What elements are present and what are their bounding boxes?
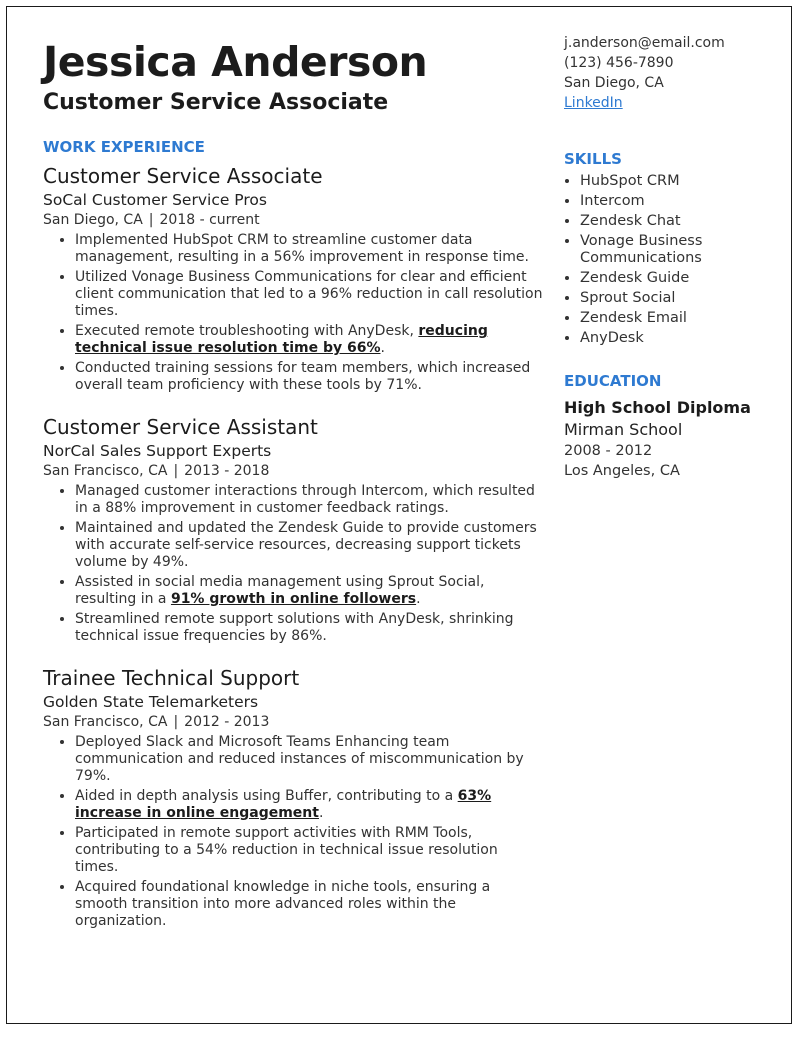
- bullet-item: [75, 825, 543, 876]
- job-dates: 2013 - 2018: [184, 463, 270, 479]
- job-entry: [43, 414, 543, 645]
- skills-list: [564, 173, 774, 347]
- job-meta: [43, 713, 543, 731]
- bullet-text: Acquired foundational knowledge in niche tools, ensuring a smooth transition into more advanced roles within the organization.: [75, 879, 491, 929]
- education-degree: High School Diploma: [564, 398, 751, 417]
- skill-item: • Zendesk Guide: [580, 270, 774, 287]
- skill-item: • HubSpot CRM: [580, 173, 774, 190]
- bullet-text: Participated in remote support activities with RMM Tools, contributing to a 54% reduction in technical issue resolution times.: [75, 825, 498, 875]
- bullet-item: [75, 734, 543, 785]
- bullet-text: Conducted training sessions for team members, which increased overall team proficiency with these tools by 71%.: [75, 360, 531, 393]
- contact-location: San Diego, CA: [564, 75, 664, 91]
- job-title: Customer Service Assistant: [43, 415, 318, 439]
- bullet-item: [75, 611, 543, 645]
- bullet-item: [75, 879, 543, 930]
- contact-linkedin-row: [564, 93, 774, 113]
- bullet-text: Utilized Vonage Business Communications for clear and efficient client communication that led to a 96% reduction in call resolution times.: [75, 269, 543, 319]
- job-location: San Francisco, CA: [43, 714, 168, 730]
- bullet-text: Deployed Slack and Microsoft Teams Enhancing team communication and reduced instances of miscommunication by 79%.: [75, 734, 524, 784]
- bullet-text: Assisted in social media management using Sprout Social, resulting in a: [75, 574, 485, 607]
- bullet-text-end: .: [416, 591, 421, 607]
- bullet-text: Implemented HubSpot CRM to streamline customer data management, resulting in a 56% improvement in response time.: [75, 232, 529, 265]
- candidate-name: Jessica Anderson: [43, 38, 428, 86]
- job-entry: [43, 665, 543, 930]
- skill-item: • Zendesk Email: [580, 310, 774, 327]
- job-meta: [43, 462, 543, 480]
- education-dates: 2008 - 2012: [564, 443, 653, 459]
- education-location: Los Angeles, CA: [564, 463, 680, 479]
- skill-item: • Vonage Business Communications: [580, 233, 774, 267]
- resume-page: [6, 6, 792, 1024]
- job-location: San Francisco, CA: [43, 463, 168, 479]
- job-dates: 2018 - current: [159, 212, 260, 228]
- bullet-text: Aided in depth analysis using Buffer, contributing to a: [75, 788, 458, 804]
- bullet-text: Managed customer interactions through Intercom, which resulted in a 88% improvement in customer feedback ratings.: [75, 483, 535, 516]
- bullet-highlight: reducing technical issue resolution time by 66%: [75, 323, 488, 356]
- bullet-text: Streamlined remote support solutions with AnyDesk, shrinking technical issue frequencies by 86%.: [75, 611, 514, 644]
- contact-phone: (123) 456-7890: [564, 55, 674, 71]
- company-name: SoCal Customer Service Pros: [43, 191, 267, 209]
- skill-item: • Sprout Social: [580, 290, 774, 307]
- job-entry: [43, 163, 543, 394]
- linkedin-link[interactable]: LinkedIn: [564, 95, 623, 111]
- bullet-item: [75, 483, 543, 517]
- skills-heading: SKILLS: [564, 150, 622, 168]
- skill-item: • Intercom: [580, 193, 774, 210]
- job-bullets: [43, 232, 543, 394]
- job-title: Customer Service Associate: [43, 164, 323, 188]
- job-dates: 2012 - 2013: [184, 714, 270, 730]
- bullet-item: [75, 520, 543, 571]
- bullet-item: [75, 574, 543, 608]
- contact-email[interactable]: j.anderson@email.com: [564, 35, 725, 51]
- job-bullets: [43, 734, 543, 930]
- bullet-highlight: 63% increase in online engagement: [75, 788, 492, 821]
- bullet-text-end: .: [380, 340, 385, 356]
- bullet-text: Executed remote troubleshooting with AnyDesk,: [75, 323, 419, 339]
- company-name: NorCal Sales Support Experts: [43, 442, 272, 460]
- bullet-text-end: .: [318, 805, 324, 821]
- sidebar-column: [564, 33, 774, 481]
- work-experience-heading: WORK EXPERIENCE: [43, 138, 205, 156]
- job-meta: [43, 211, 543, 229]
- bullet-item: [75, 788, 543, 822]
- skill-item: • AnyDesk: [580, 330, 774, 347]
- meta-separator: |: [173, 463, 179, 479]
- jobs-list: [43, 163, 543, 930]
- bullet-item: [75, 269, 543, 320]
- bullet-text: Maintained and updated the Zendesk Guide to provide customers with accurate self-service resources, decreasing support tickets volume by 49%.: [75, 520, 537, 570]
- bullet-item: [75, 360, 543, 394]
- job-bullets: [43, 483, 543, 645]
- candidate-title: Customer Service Associate: [43, 90, 389, 115]
- company-name: Golden State Telemarketers: [43, 693, 259, 711]
- skill-item: • Zendesk Chat: [580, 213, 774, 230]
- bullet-item: [75, 323, 543, 357]
- main-column: [43, 37, 543, 933]
- job-title: Trainee Technical Support: [43, 666, 300, 690]
- education-heading: EDUCATION: [564, 372, 662, 390]
- meta-separator: |: [148, 212, 154, 228]
- bullet-highlight: 91% growth in online followers: [170, 591, 417, 607]
- bullet-item: [75, 232, 543, 266]
- education-school: Mirman School: [564, 420, 683, 439]
- meta-separator: |: [173, 714, 179, 730]
- job-location: San Diego, CA: [43, 212, 143, 228]
